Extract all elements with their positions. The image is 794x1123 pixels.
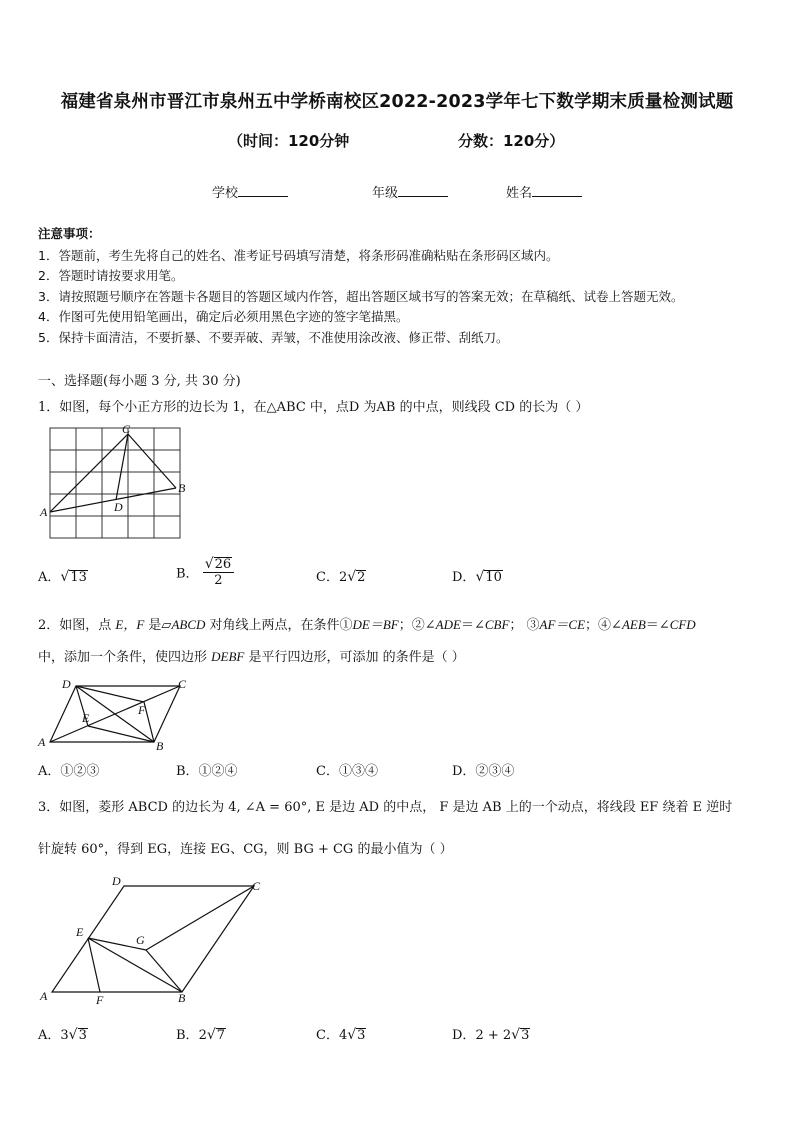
notes-title: 注意事项： (38, 226, 101, 241)
note-item: 4．作图可先使用铅笔画出，确定后必须用黑色字迹的签字笔描黑。 (38, 309, 409, 324)
label-c: C (252, 879, 261, 893)
question-3-line-2: 针旋转 60°，得到 EG，连接 EG、CG，则 BG + CG 的最小值为（ ） (38, 842, 453, 857)
grid-border (50, 428, 180, 538)
note-item: 2．答题时请按要求用笔。 (38, 268, 184, 283)
name-blank[interactable] (532, 184, 582, 197)
q2-option-b[interactable]: B．①②④ (176, 764, 238, 779)
q1-option-d[interactable]: D．√10 (452, 569, 502, 585)
q1-option-b[interactable]: B． $\frac{√26}{2}$ (176, 556, 234, 588)
label-b: B (156, 739, 164, 753)
question-3-figure (36, 870, 276, 1008)
q2-option-c[interactable]: C．①③④ (316, 764, 378, 779)
q3-option-c[interactable]: C．4√3 (316, 1027, 366, 1043)
triangle-abc (50, 434, 176, 512)
note-item: 5．保持卡面清洁，不要折暴、不要弄破、弄皱，不准使用涂改液、修正带、刮纸刀。 (38, 330, 509, 345)
note-item: 1．答题前，考生先将自己的姓名、准考证号码填写清楚，将条形码准确粘贴在条形码区域内。 (38, 248, 559, 263)
q2-option-a[interactable]: A．①②③ (38, 764, 100, 779)
section-title: 一、选择题(每小题 3 分, 共 30 分) (38, 374, 241, 389)
name-field (506, 182, 582, 201)
question-3-line-1: 3．如图，菱形 ABCD 的边长为 4, ∠A = 60°, E 是边 AD 的中点， F 是边 AB 上的一个动点，将线段 EF 绕着 E 逆时 (38, 800, 733, 815)
school-blank[interactable] (238, 184, 288, 197)
page-title: 福建省泉州市晋江市泉州五中学桥南校区2022-2023学年七下数学期末质量检测试题 (60, 92, 734, 112)
label-f: F (96, 993, 104, 1007)
question-2-figure (34, 674, 194, 754)
rhombus-abcd (52, 886, 254, 992)
label-a: A (40, 505, 48, 519)
q2-option-d[interactable]: D．②③④ (452, 764, 515, 779)
label-c: C (122, 422, 131, 436)
question-1-figure (36, 422, 192, 546)
q1-option-c[interactable]: C．2√2 (316, 569, 366, 585)
label-d: D (112, 874, 121, 888)
q3-option-d[interactable]: D．2 + 2√3 (452, 1027, 530, 1043)
label-d: D (62, 677, 71, 691)
q3-option-a[interactable]: A．3√3 (38, 1027, 87, 1043)
label-f: F (138, 703, 146, 717)
exam-score: 分数：120分） (458, 132, 565, 150)
school-label: 学校 (212, 186, 239, 201)
label-c: C (178, 677, 187, 691)
grade-label: 年级 (372, 186, 399, 201)
label-b: B (178, 481, 186, 495)
label-g: G (136, 933, 145, 947)
label-a: A (38, 735, 46, 749)
exam-time: （时间：120分钟 (228, 132, 350, 150)
grade-field (372, 182, 448, 201)
grid (50, 428, 180, 538)
label-a: A (40, 989, 48, 1003)
label-e: E (76, 925, 84, 939)
question-1-text: 1．如图，每个小正方形的边长为 1，在△ABC 中，点D 为AB 的中点，则线段 CD 的长为（ ） (38, 400, 589, 415)
q1-option-a[interactable]: A．√13 (38, 569, 87, 585)
parallelogram-abcd (50, 686, 180, 742)
question-2-line-2: 中，添加一个条件，使四边形 DEBF 是平行四边形，可添加 的条件是（ ） (38, 649, 465, 665)
label-e: E (82, 711, 90, 725)
q3-option-b[interactable]: B．2√7 (176, 1027, 226, 1043)
school-field (212, 182, 288, 201)
grade-blank[interactable] (398, 184, 448, 197)
name-label: 姓名 (506, 186, 533, 201)
note-item: 3．请按照题号顺序在答题卡各题目的答题区域内作答，超出答题区域书写的答案无效；在草稿纸、试卷上答题无效。 (38, 289, 684, 304)
question-2-line-1: 2．如图，点 E，F 是▱ABCD 对角线上两点，在条件①DE＝BF；②∠ADE＝∠CBF； ③AF＝CE；④∠AEB＝∠CFD (38, 617, 696, 633)
label-d: D (114, 500, 123, 514)
label-b: B (178, 991, 186, 1005)
